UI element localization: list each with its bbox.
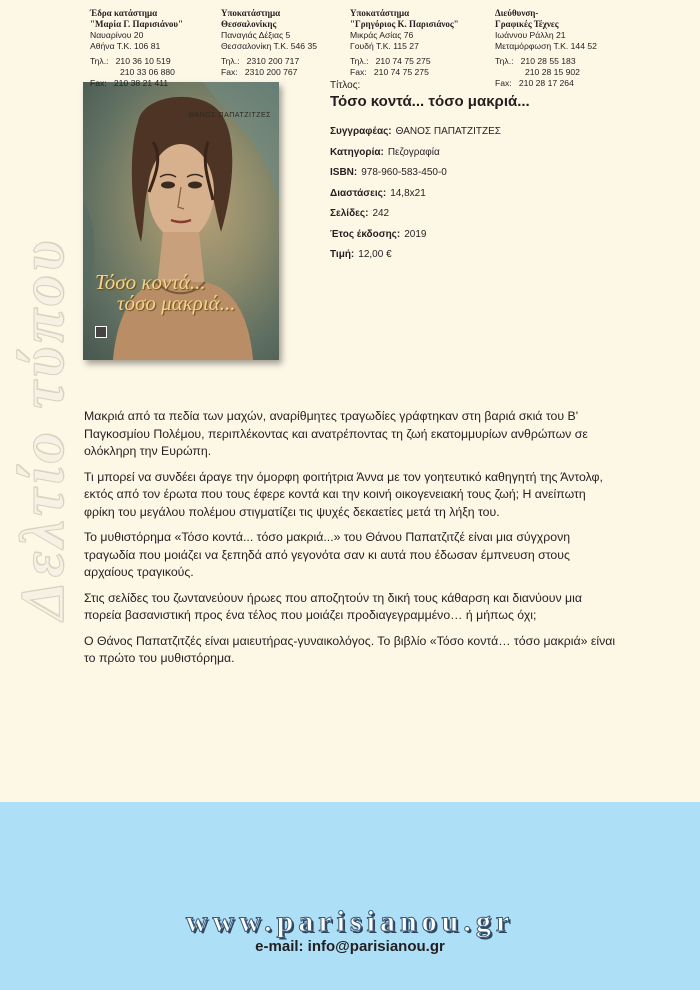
fax-label: Fax: xyxy=(90,78,107,88)
address-city: Γουδή Τ.Κ. 115 27 xyxy=(350,41,419,51)
address-heading: "Μαρία Γ. Παρισιάνου" xyxy=(90,19,184,29)
email-link[interactable]: e-mail: info@parisianou.gr xyxy=(255,938,445,955)
address-heading: Υποκατάστημα xyxy=(350,8,410,18)
detail-value: 12,00 € xyxy=(358,249,392,260)
tel-number: 210 36 10 519 xyxy=(115,56,171,66)
address-street: Παναγιάς Δέξιας 5 xyxy=(221,30,291,40)
tel-number: 210 28 55 183 xyxy=(520,56,576,66)
detail-category xyxy=(330,143,670,164)
footer-contact-band xyxy=(0,802,700,990)
detail-isbn xyxy=(330,163,670,184)
fax-label: Fax: xyxy=(221,67,238,77)
fax-number: 210 28 17 264 xyxy=(518,78,574,88)
address-heading: Θεσσαλονίκης xyxy=(221,19,277,29)
detail-value: 14,8x21 xyxy=(390,187,426,199)
tel-number: 210 74 75 275 xyxy=(375,56,431,66)
detail-value: 242 xyxy=(372,208,390,219)
details-list xyxy=(330,122,670,266)
address-heading: Διεύθυνση- xyxy=(495,8,539,18)
detail-label: Κατηγορία: xyxy=(330,146,384,158)
address-heading: Υποκατάστημα xyxy=(221,8,281,18)
address-heading: "Γρηγόριος Κ. Παρισιάνος" xyxy=(350,19,459,29)
cover-title-line-1: Τόσο κοντά... xyxy=(95,270,206,294)
tel-label: Τηλ.: xyxy=(221,56,240,66)
fax-number: 210 38 21 411 xyxy=(113,78,169,88)
address-thessaloniki xyxy=(221,8,317,78)
book-description xyxy=(84,408,619,676)
address-heading: Γραφικές Τέχνες xyxy=(495,19,559,29)
description-paragraph: Ο Θάνος Παπατζιτζές είναι μαιευτήρας-γυναικολόγος. Το βιβλίο «Τόσο κοντά… τόσο μακριά» είναι το πρώτο του μυθιστόρημα. xyxy=(84,633,616,665)
title-label: Τίτλος: xyxy=(330,80,361,91)
fax-label: Fax: xyxy=(350,67,367,77)
detail-year xyxy=(330,225,670,246)
detail-label: Τιμή: xyxy=(330,249,355,260)
detail-author xyxy=(330,122,670,143)
address-goudi xyxy=(350,8,459,78)
fax-number: 210 74 75 275 xyxy=(373,67,429,77)
tel-number: 2310 200 717 xyxy=(246,56,300,66)
description-paragraph: Μακριά από τα πεδία των μαχών, αναρίθμητες τραγωδίες γράφτηκαν στη βαριά σκιά του Β' Παγκοσμίου Πολέμου, περιπλέκοντας και ανατρέποντας τη ζωή εκατομμυρίων ανθρώπων σε ολόκληρη την Ευρώπη. xyxy=(84,409,588,458)
address-city: Αθήνα Τ.Κ. 106 81 xyxy=(90,41,161,51)
cover-portrait-illustration xyxy=(83,82,279,360)
detail-label: ISBN: xyxy=(330,167,358,178)
address-heading: Έδρα κατάστημα xyxy=(90,8,158,18)
tel-label: Τηλ.: xyxy=(90,56,109,66)
detail-value: 978-960-583-450-0 xyxy=(361,167,447,178)
tel-number: 210 28 15 902 xyxy=(525,67,580,77)
detail-label: Διαστάσεις: xyxy=(330,187,387,199)
description-paragraph: Τι μπορεί να συνδέει άραγε την όμορφη φοιτήτρια Άννα με τον γοητευτικό καθηγητή της Άντολφ, εκτός από τον έρωτα που τους έφερε κοντά και την κοινή οικογενειακή τους ζωή; Η ανείπωτη φρίκη του μεγάλου πολέμου στιγματίζει τις ψυχές δεκαετίες μετά τη λήξη του. xyxy=(84,469,603,519)
detail-price xyxy=(330,245,670,266)
cover-title xyxy=(95,272,275,314)
description-paragraph: Στις σελίδες του ζωντανεύουν ήρωες που αποζητούν τη δική τους κάθαρση και διανύουν μια πορεία βασανιστική προς ένα τέλος που μοιάζει προδιαγεγραμμένο… ή μήπως όχι; xyxy=(84,590,582,622)
fax-label: Fax: xyxy=(495,78,512,88)
address-city: Μεταμόρφωση Τ.Κ. 144 52 xyxy=(495,41,597,51)
address-city: Θεσσαλονίκη Τ.Κ. 546 35 xyxy=(221,41,318,51)
tel-label: Τηλ.: xyxy=(495,56,514,66)
book-details xyxy=(330,80,670,266)
address-street: Μικράς Ασίας 76 xyxy=(350,30,414,40)
detail-label: Συγγραφέας: xyxy=(330,126,392,137)
address-street: Ναυαρίνου 20 xyxy=(90,30,144,40)
cover-title-line-2: τόσο μακριά... xyxy=(117,291,236,315)
publisher-logo-icon xyxy=(95,326,107,338)
website-link[interactable]: www.parisianou.gr xyxy=(185,905,515,938)
detail-label: Έτος έκδοσης: xyxy=(330,228,401,240)
description-paragraph: Το μυθιστόρημα «Τόσο κοντά... τόσο μακριά...» του Θάνου Παπατζιτζέ είναι μια σύγχρονη τραγωδία που μοιάζει να ξεπηδά από γεγονότα σαν κι αυτά που έδωσαν έμπνευση στους αρχαίους τραγικούς. xyxy=(84,530,571,579)
address-management-graphics xyxy=(495,8,597,89)
detail-pages xyxy=(330,204,670,225)
detail-value: 2019 xyxy=(404,228,427,240)
detail-label: Σελίδες: xyxy=(330,208,369,219)
cover-author: ΘΑΝΟΣ ΠΑΠΑΤΖΙΤΖΕΣ xyxy=(188,112,271,119)
book-title: Τόσο κοντά... τόσο μακριά... xyxy=(330,93,530,110)
address-street: Ιωάννου Ράλλη 21 xyxy=(495,30,566,40)
detail-value: Πεζογραφία xyxy=(387,146,440,158)
detail-dimensions xyxy=(330,184,670,205)
fax-number: 2310 200 767 xyxy=(244,67,298,77)
book-cover xyxy=(83,82,279,360)
detail-value: ΘΑΝΟΣ ΠΑΠΑΤΖΙΤΖΕΣ xyxy=(395,126,501,137)
tel-number: 210 33 06 880 xyxy=(120,67,175,77)
tel-label: Τηλ.: xyxy=(350,56,369,66)
watermark-title: Δελτίο τύπου xyxy=(9,236,77,620)
address-head-office xyxy=(90,8,183,89)
